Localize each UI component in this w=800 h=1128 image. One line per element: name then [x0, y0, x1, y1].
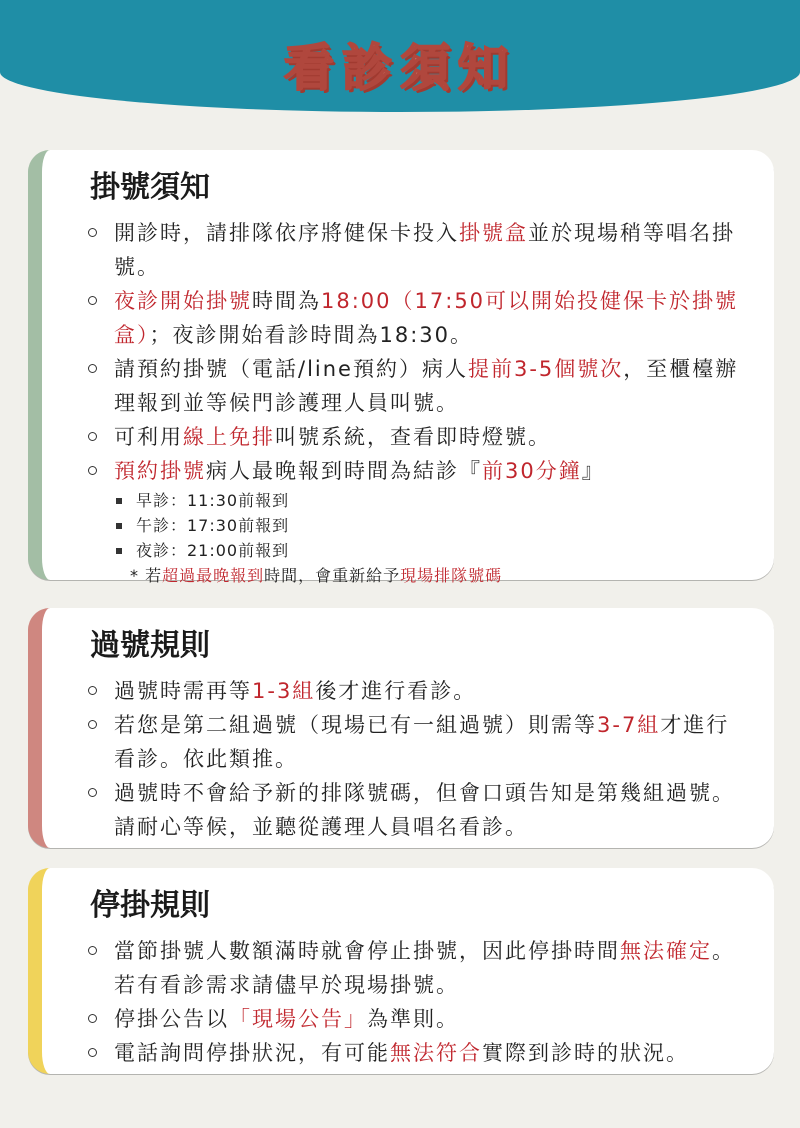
list-item: 夜診開始掛號時間為18:00（17:50可以開始投健保卡於掛號盒）；夜診開始看診時間為18:30。: [86, 284, 750, 352]
list-item: 開診時，請排隊依序將健保卡投入掛號盒並於現場稍等唱名掛號。: [86, 216, 750, 284]
list-item: 電話詢問停掛狀況，有可能無法符合實際到診時的狀況。: [86, 1036, 750, 1070]
list-item: 午診：17:30前報到: [116, 513, 750, 538]
missed-number-card: [28, 608, 774, 848]
late-checkin-note: * 若超過最晚報到時間，會重新給予現場排隊號碼: [130, 566, 503, 585]
suspension-card: [28, 868, 774, 1074]
registration-card: [28, 150, 774, 585]
list-item: 過號時不會給予新的排隊號碼，但會口頭告知是第幾組過號。請耐心等候，並聽從護理人員唱名看診。: [86, 776, 750, 844]
list-item: 可利用線上免排叫號系統，查看即時燈號。: [86, 420, 750, 454]
missed-number-title: 過號規則: [90, 628, 210, 663]
suspension-list: [86, 934, 750, 1070]
list-item: 請預約掛號（電話/line預約）病人提前3-5個號次，至櫃檯辦理報到並等候門診護理人員叫號。: [86, 352, 750, 420]
list-item: 若您是第二組過號（現場已有一組過號）則需等3-7組才進行看診。依此類推。: [86, 708, 750, 776]
list-item: 停掛公告以「現場公告」為準則。: [86, 1002, 750, 1036]
list-item: 預約掛號病人最晚報到時間為結診『前30分鐘』: [86, 454, 750, 488]
list-item: 早診：11:30前報到: [116, 488, 750, 513]
list-item: 當節掛號人數額滿時就會停止掛號，因此停掛時間無法確定。若有看診需求請儘早於現場掛號。: [86, 934, 750, 1002]
registration-list: [86, 216, 750, 488]
suspension-title: 停掛規則: [90, 888, 210, 923]
checkin-deadline-list: [86, 488, 750, 563]
list-item: 夜診：21:00前報到: [116, 538, 750, 563]
registration-title: 掛號須知: [90, 170, 210, 205]
list-item: 過號時需再等1-3組後才進行看診。: [86, 674, 750, 708]
missed-number-list: [86, 674, 750, 844]
page-title: 看診須知: [284, 39, 516, 97]
